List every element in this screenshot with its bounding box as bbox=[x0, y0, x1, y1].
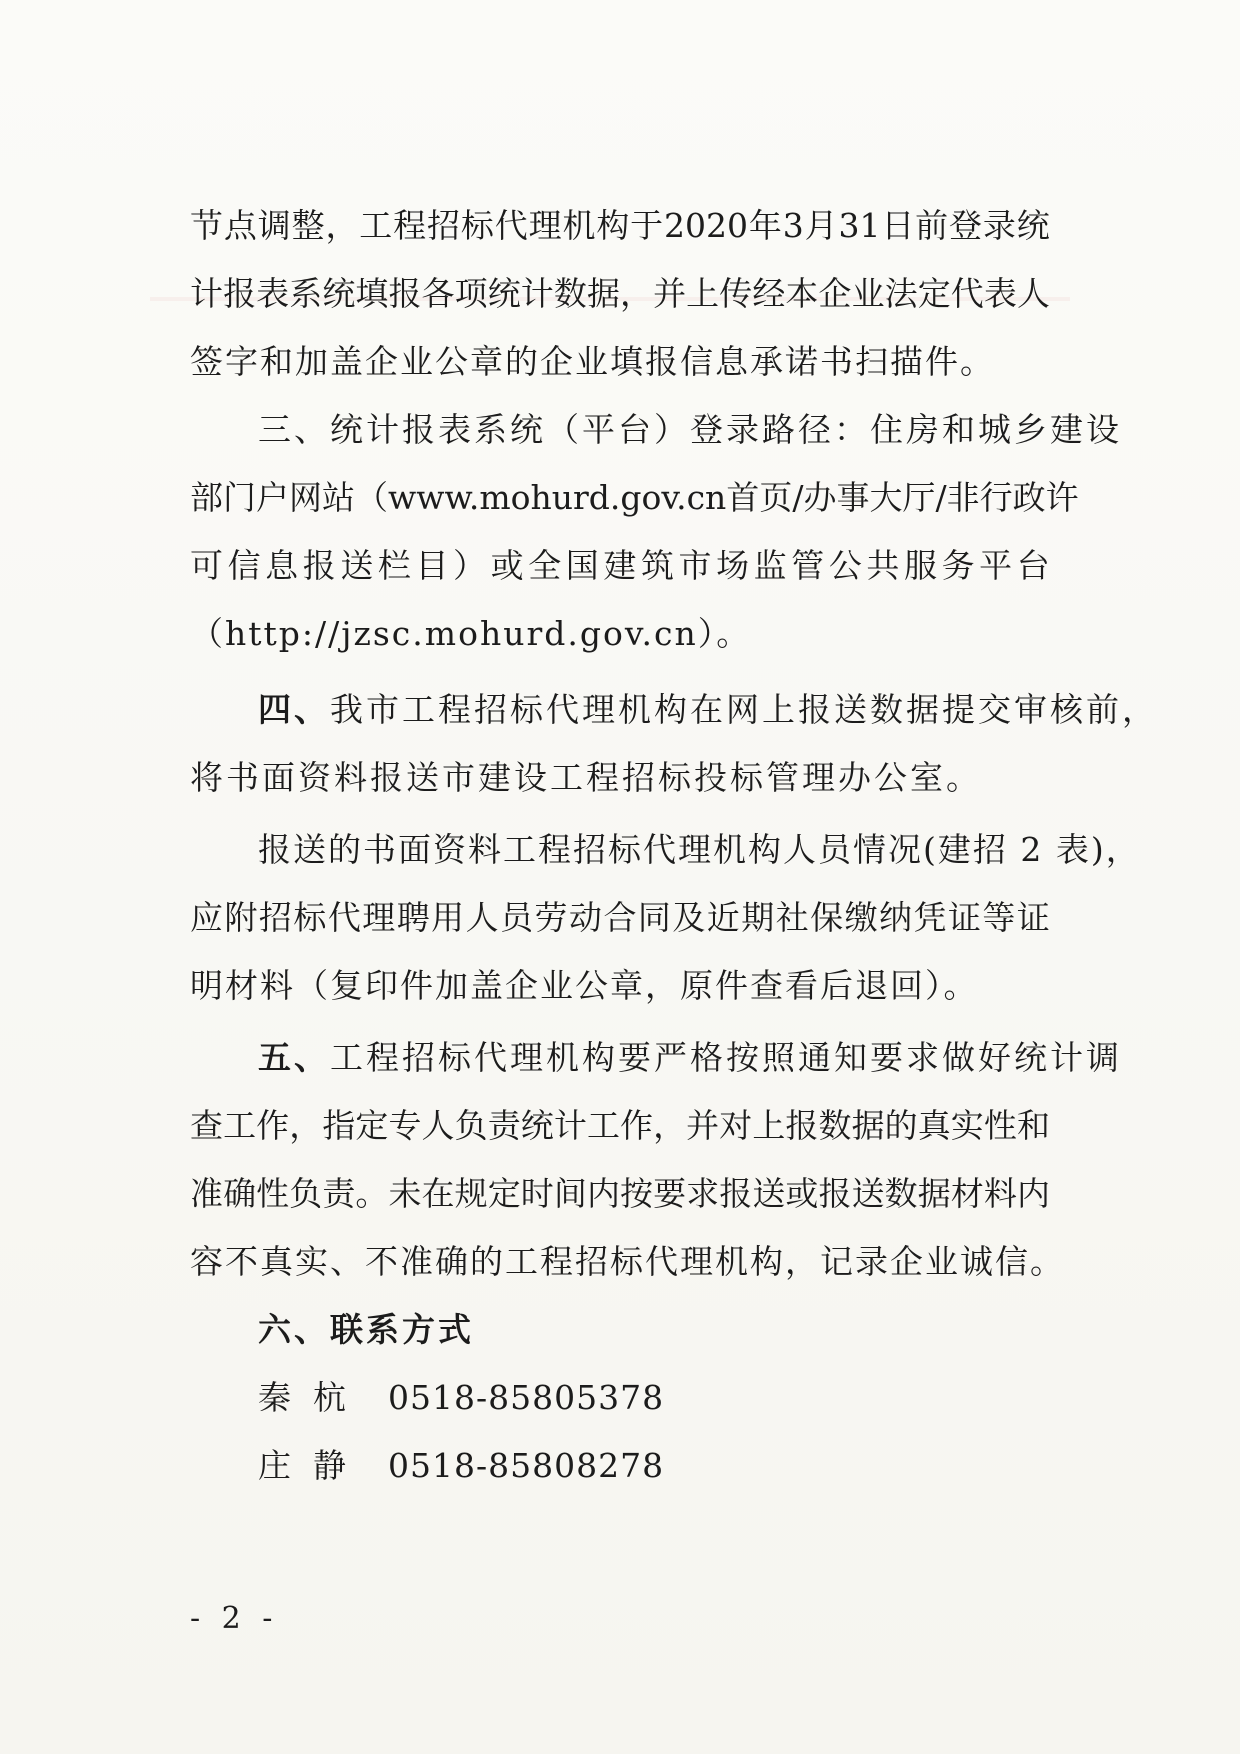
page-number: - 2 - bbox=[190, 1601, 279, 1636]
para2-line3: 可 信 息 报 送 栏 目 ） 或 全 国 建 筑 市 场 监 管 公 共 服 务 平 台 bbox=[190, 546, 1050, 585]
para5-line2: 查 工 作 ， 指 定 专 人 负 责 统 计 工 作 ， 并 对 上 报 数 据 的 真 实 性 和 bbox=[190, 1106, 1050, 1145]
para3-line1-text: 我市工程招标代理机构在网上报送数据提交审核前， bbox=[330, 690, 1158, 729]
contact-row-1 bbox=[258, 1376, 664, 1420]
para3-heading: 四、 bbox=[258, 690, 330, 729]
para2-line4: （http://jzsc.mohurd.gov.cn）。 bbox=[190, 614, 752, 653]
para2-line1: 三、统计报表系统（平台）登录路径：住房和城乡建设 bbox=[258, 410, 1122, 449]
para5-line3: 准 确 性 负 责 。 未 在 规 定 时 间 内 按 要 求 报 送 或 报 送 数 据 材 料 内 bbox=[190, 1174, 1050, 1213]
para2-line2: 部 门 户 网 站 （ www.mohurd.gov.cn 首 页 / 办 事 大 厅 / 非 行 政 许 bbox=[190, 478, 1079, 517]
contact-phone: 0518-85808278 bbox=[388, 1446, 665, 1485]
para1-line3: 签字和加盖企业公章的企业填报信息承诺书扫描件。 bbox=[190, 342, 995, 381]
para5-line1 bbox=[258, 1036, 1122, 1080]
contact-heading: 六、联系方式 bbox=[258, 1310, 474, 1349]
para3-line1 bbox=[258, 688, 1158, 732]
para4-line2: 应 附 招 标 代 理 聘 用 人 员 劳 动 合 同 及 近 期 社 保 缴 纳 凭 证 等 证 bbox=[190, 898, 1050, 937]
para1-line2: 计 报 表 系 统 填 报 各 项 统 计 数 据 ， 并 上 传 经 本 企 业 法 定 代 表 人 bbox=[190, 274, 1050, 313]
contact-name: 秦杭 bbox=[258, 1378, 368, 1417]
para5-line4: 容不真实、不准确的工程招标代理机构，记录企业诚信。 bbox=[190, 1242, 1065, 1281]
para3-line2: 将书面资料报送市建设工程招标投标管理办公室。 bbox=[190, 758, 982, 797]
para5-line1-text: 工程招标代理机构要严格按照通知要求做好统计调 bbox=[330, 1038, 1122, 1077]
para1-line1: 节 点 调 整 ， 工 程 招 标 代 理 机 构 于 2020 年 3 月 31 日 前 登 录 统 bbox=[190, 206, 1050, 245]
para4-line1: 报送的书面资料工程招标代理机构人员情况(建招 2 表)， bbox=[258, 830, 1141, 869]
para4-line3: 明材料（复印件加盖企业公章，原件查看后退回）。 bbox=[190, 966, 979, 1005]
contact-name: 庄静 bbox=[258, 1446, 368, 1485]
para5-heading: 五、 bbox=[258, 1038, 330, 1077]
contact-phone: 0518-85805378 bbox=[388, 1378, 665, 1417]
contact-row-2 bbox=[258, 1444, 664, 1488]
